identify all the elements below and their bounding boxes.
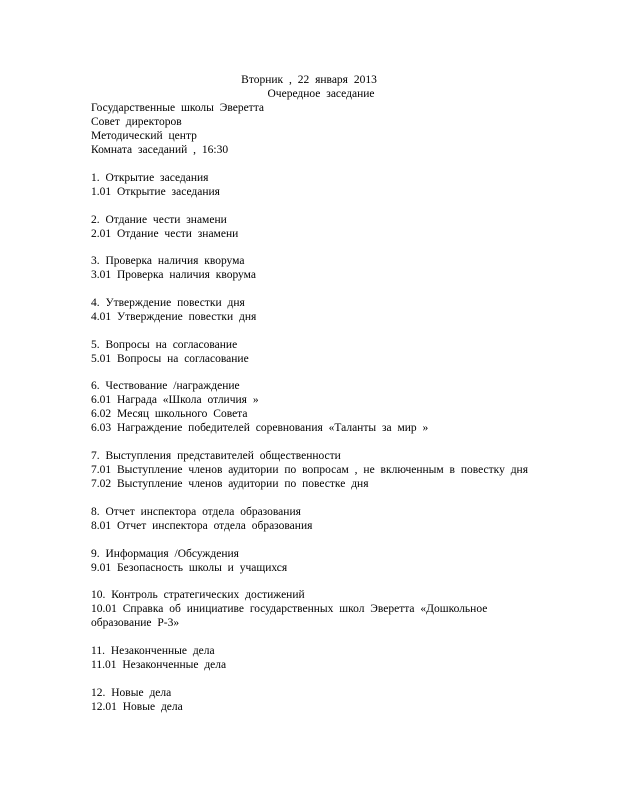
- agenda-section: [91, 505, 591, 533]
- agenda-section: [91, 644, 591, 672]
- agenda-section-title: 8. Отчет инспектора отдела образования: [91, 505, 301, 518]
- agenda-section-title: 2. Отдание чести знамени: [91, 213, 227, 226]
- agenda-section: [91, 254, 591, 282]
- agenda-section-title: 5. Вопросы на согласование: [91, 338, 238, 351]
- agenda-item: 9.01 Безопасность школы и учащихся: [91, 561, 288, 574]
- board-name: Совет директоров: [91, 116, 182, 128]
- agenda-item: 6.03 Награждение победителей соревнования «Таланты за мир »: [91, 422, 429, 435]
- agenda-section: [91, 449, 591, 491]
- agenda-item: 7.02 Выступление членов аудитории по повестке дня: [91, 478, 369, 491]
- agenda-section: [91, 213, 591, 241]
- agenda-list: [91, 171, 591, 727]
- venue-name: Методический центр: [91, 130, 197, 142]
- agenda-item: 1.01 Открытие заседания: [91, 186, 220, 198]
- agenda-item: 3.01 Проверка наличия кворума: [91, 269, 256, 282]
- room-and-time: Комната заседаний , 16:30: [91, 144, 229, 156]
- agenda-section-title: 1. Открытие заседания: [91, 172, 209, 184]
- agenda-item: 2.01 Отдание чести знамени: [91, 227, 239, 240]
- agenda-section-title: 12. Новые дела: [91, 686, 172, 699]
- agenda-section-title: 4. Утверждение повестки дня: [91, 297, 245, 310]
- agenda-section-title: 11. Незаконченные дела: [91, 644, 215, 657]
- agenda-section-title: 10. Контроль стратегических достижений: [91, 589, 305, 602]
- agenda-section-title: 9. Информация /Обсуждения: [91, 547, 239, 560]
- agenda-item: 8.01 Отчет инспектора отдела образования: [91, 519, 313, 532]
- agenda-item: 7.01 Выступление членов аудитории по вопросам , не включенным в повестку дня: [91, 464, 528, 477]
- agenda-section: [91, 379, 591, 435]
- agenda-section: [91, 338, 591, 366]
- agenda-section: [91, 171, 591, 199]
- meeting-date: Вторник , 22 января 2013: [241, 74, 377, 86]
- agenda-section: [91, 547, 591, 575]
- agenda-section-title: 6. Чествование /награждение: [91, 380, 240, 393]
- agenda-section: [91, 296, 591, 324]
- agenda-item: 6.02 Месяц школьного Совета: [91, 408, 248, 421]
- agenda-item: 6.01 Награда «Школа отличия »: [91, 394, 259, 407]
- organization-block: [91, 101, 264, 157]
- agenda-item: 11.01 Незаконченные дела: [91, 658, 227, 671]
- agenda-section-title: 3. Проверка наличия кворума: [91, 255, 245, 268]
- agenda-section: [91, 686, 591, 714]
- meeting-type: Очередное заседание: [267, 88, 375, 100]
- agenda-item: 4.01 Утверждение повестки дня: [91, 311, 257, 324]
- agenda-section: [91, 588, 591, 630]
- agenda-item: 12.01 Новые дела: [91, 700, 183, 713]
- organization-name: Государственные школы Эверетта: [91, 102, 264, 114]
- agenda-item: 5.01 Вопросы на согласование: [91, 352, 249, 365]
- agenda-section-title: 7. Выступления представителей общественности: [91, 450, 341, 463]
- agenda-item: 10.01 Справка об инициативе государственных школ Эверетта «Дошкольное образование Р-3»: [91, 603, 488, 630]
